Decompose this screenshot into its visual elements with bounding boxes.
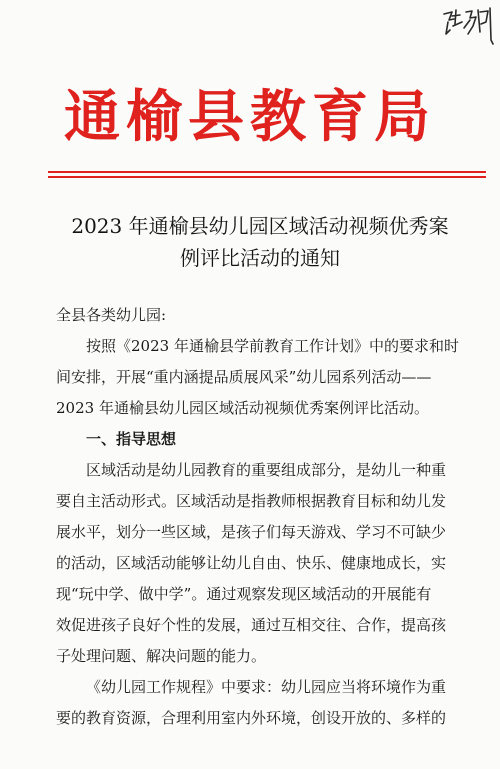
body-line: 现“玩中学、做中学”。通过观察发现区域活动的开展能有 xyxy=(56,585,432,603)
issuing-authority-title: 通榆县教育局 xyxy=(64,85,436,150)
salutation: 全县各类幼儿园: xyxy=(56,306,167,324)
body-line: 展水平，划分一些区域，是孩子们每天游戏、学习不可缺少 xyxy=(56,523,447,541)
body-line: 的活动，区域活动能够让幼儿自由、快乐、健康地成长，实 xyxy=(56,554,447,572)
body-line: 2023 年通榆县幼儿园区域活动视频优秀案例评比活动。 xyxy=(56,399,429,417)
body-line: 间安排，开展“重内涵提品质展风采”幼儿园系列活动—— xyxy=(56,368,432,386)
notice-title xyxy=(40,210,480,274)
body-line: 要的教育资源，合理利用室内外环境，创设开放的、多样的 xyxy=(56,709,447,727)
body-line: 按照《2023 年通榆县学前教育工作计划》中的要求和时 xyxy=(86,337,459,355)
notice-body xyxy=(56,300,459,734)
red-divider-top xyxy=(48,171,486,173)
notice-title-line-2: 例评比活动的通知 xyxy=(180,246,340,270)
body-line: 子处理问题、解决问题的能力。 xyxy=(56,647,267,665)
body-line: 区域活动是幼儿园教育的重要组成部分，是幼儿一种重 xyxy=(86,461,447,479)
body-line: 要自主活动形式。区域活动是指教师根据教育目标和幼儿发 xyxy=(56,492,447,510)
body-line: 效促进孩子良好个性的发展，通过互相交往、合作，提高孩 xyxy=(56,616,447,634)
section-heading: 一、指导思想 xyxy=(86,430,177,448)
handwritten-signature xyxy=(440,4,498,48)
body-line: 《幼儿园工作规程》中要求：幼儿园应当将环境作为重 xyxy=(86,678,447,696)
red-divider-bottom xyxy=(48,176,486,178)
notice-title-line-1: 2023 年通榆县幼儿园区域活动视频优秀案 xyxy=(71,214,449,238)
